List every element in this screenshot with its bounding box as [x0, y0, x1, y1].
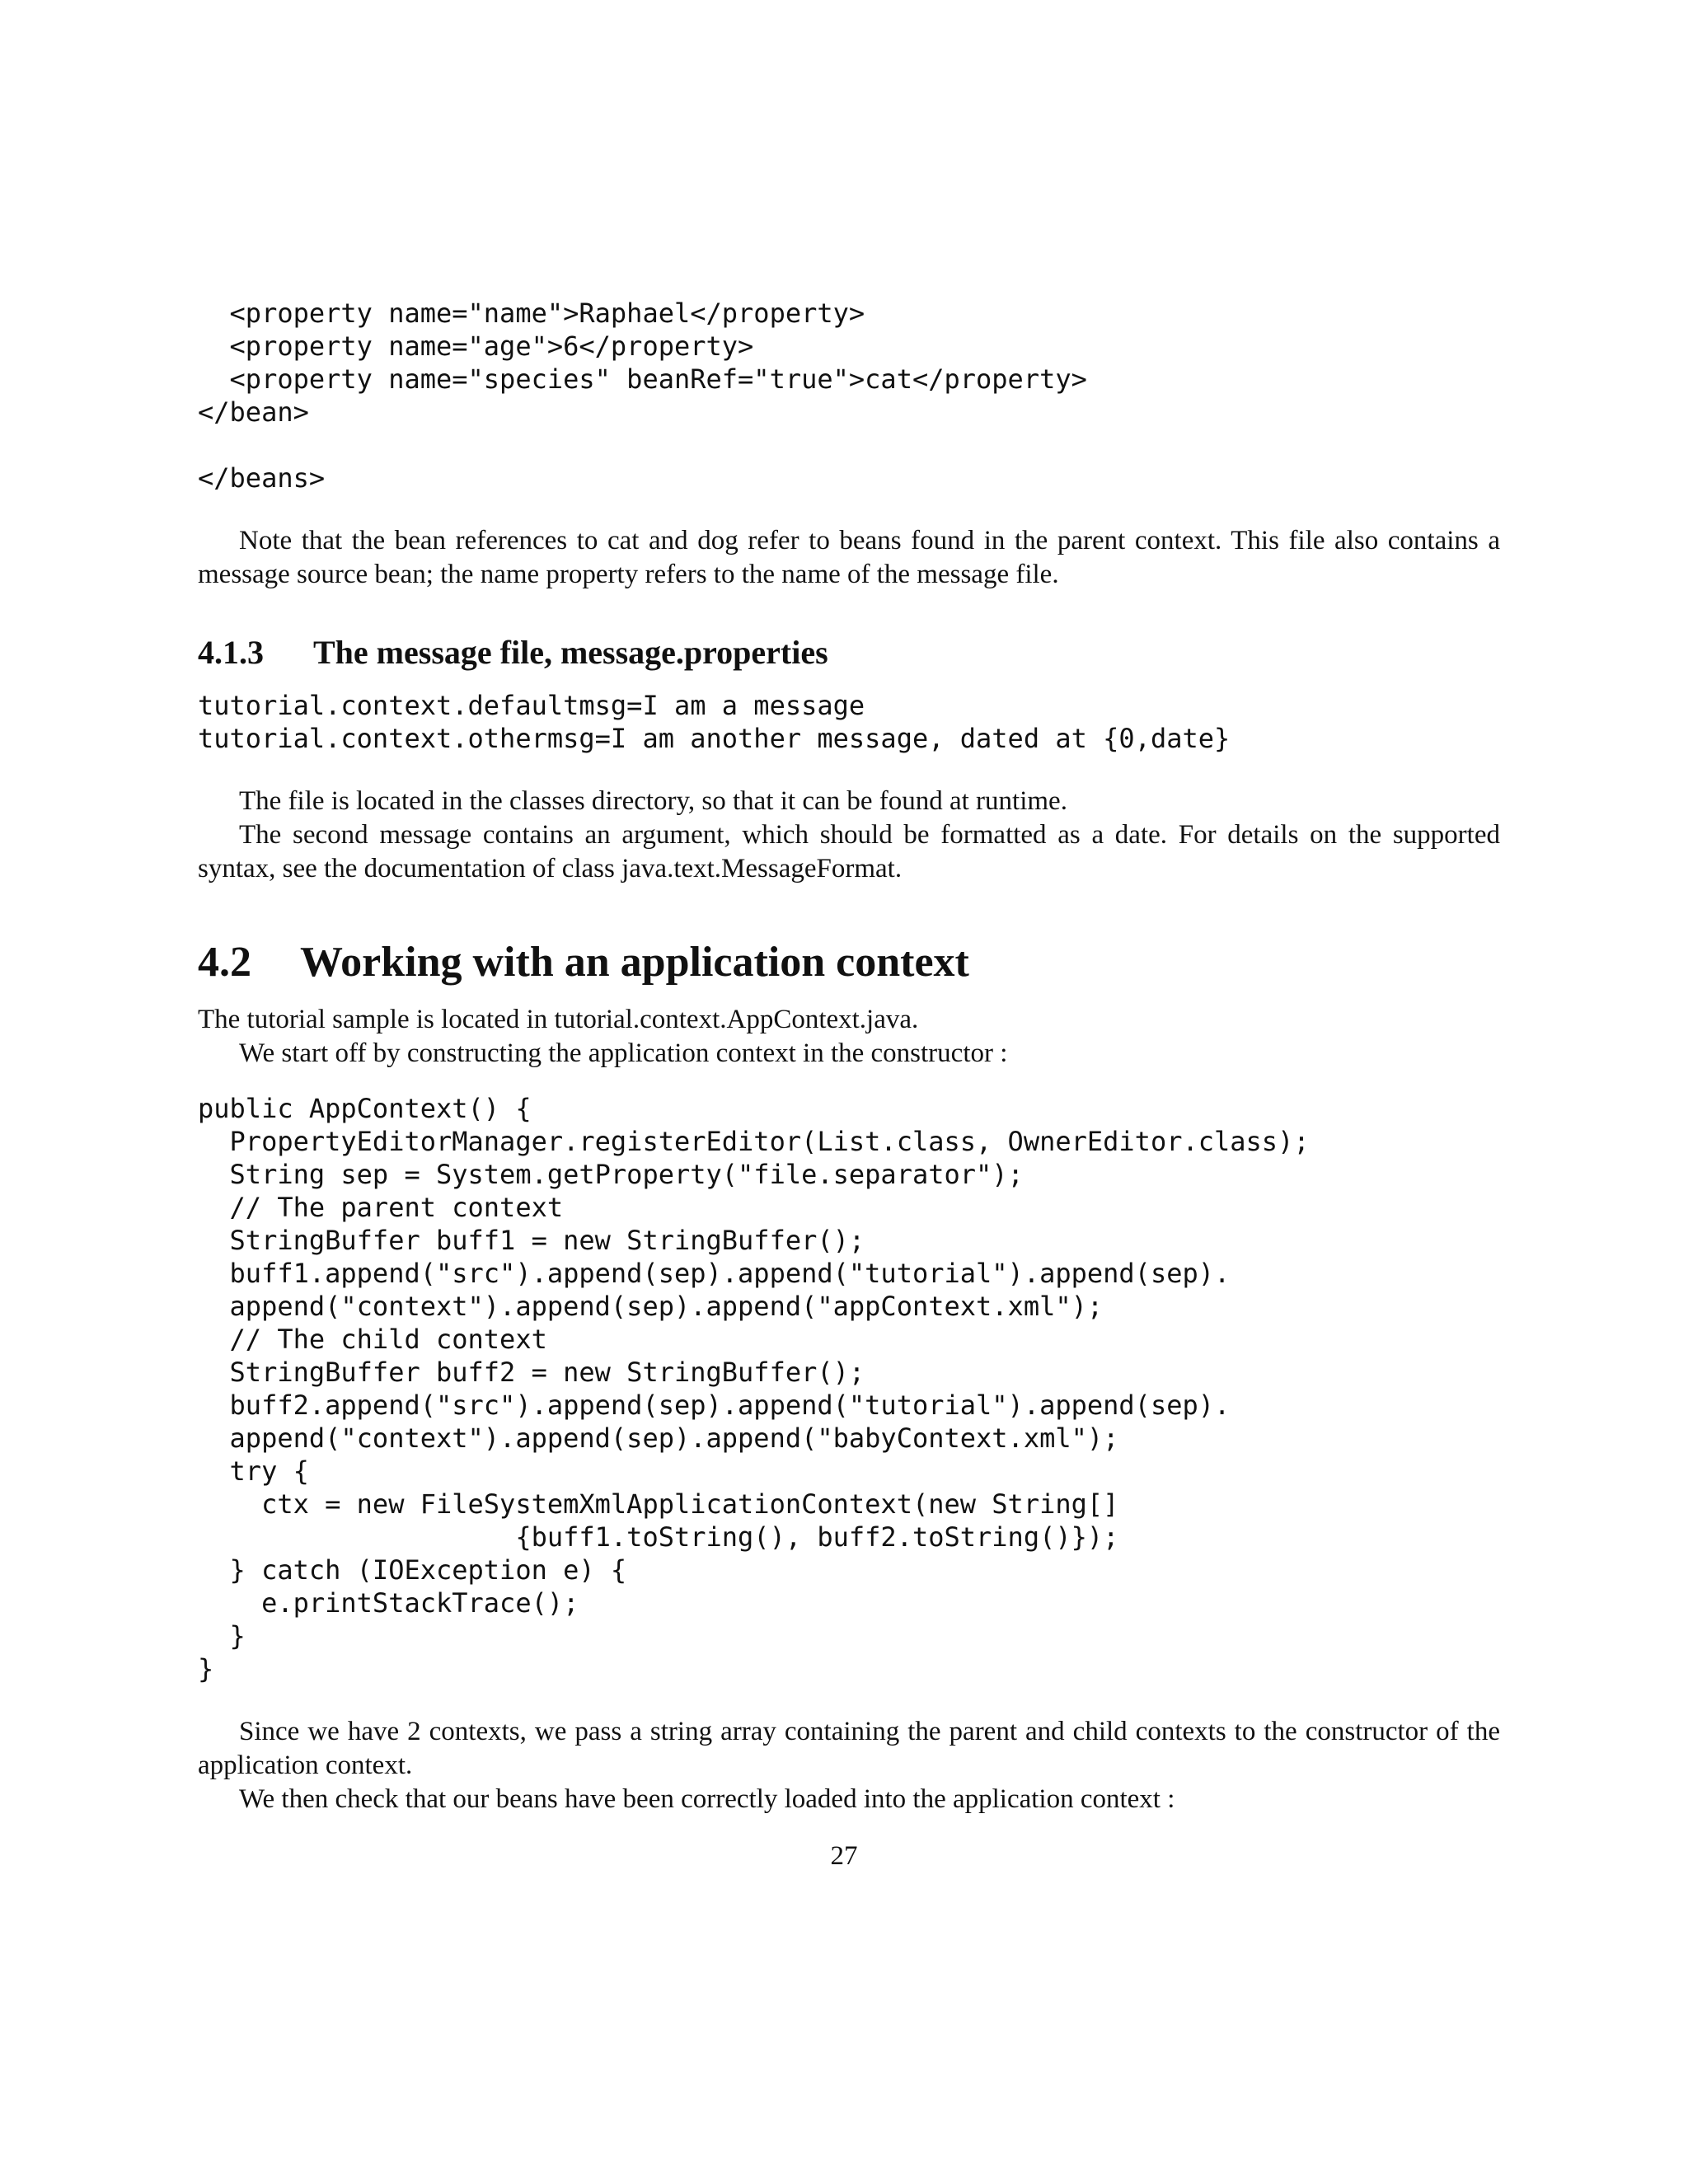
- section-title: Working with an application context: [300, 939, 969, 986]
- paragraph-constructor-intro: We start off by constructing the application context in the constructor :: [239, 1038, 1008, 1068]
- section-heading-4-1-3: [198, 633, 1500, 673]
- page-number: 27: [830, 1841, 858, 1871]
- page-content: [198, 297, 1500, 1816]
- paragraph-message-argument: The second message contains an argument, which should be formatted as a date. For details on the supported syntax, see the documentation of class java.text.MessageFormat.: [198, 820, 1500, 883]
- java-code-block: public AppContext() { PropertyEditorManager.registerEditor(List.class, OwnerEditor.class); String sep = System.getProperty("file.separator"); // The parent context StringBuffer buff1 = new StringBuffer(); buff1.append("src").append(sep).append("tutorial").append(sep). append("context").append(sep).append("appContext.xml"); // The child context StringBuffer buff2 = new StringBuffer(); buff2.append("src").append(sep).append("tutorial").append(sep). append("context").append(sep).append("babyContext.xml"); try { ctx = new FileSystemXmlApplicationContext(new String[] {buff1.toString(), buff2.toString()}); } catch (IOException e) { e.printStackTrace(); } }: [198, 1093, 1310, 1685]
- section-heading-4-2: [198, 937, 1500, 988]
- paragraph-file-location: The file is located in the classes directory, so that it can be found at runtime.: [239, 786, 1067, 816]
- section-number: 4.1.3: [198, 634, 264, 671]
- xml-code-block: <property name="name">Raphael</property> <property name="age">6</property> <property name="species" beanRef="true">cat</property> </bean> </beans>: [198, 298, 1087, 494]
- properties-code-block: tutorial.context.defaultmsg=I am a message tutorial.context.othermsg=I am another message, dated at {0,date}: [198, 690, 1231, 754]
- section-title: The message file, message.properties: [313, 634, 828, 671]
- paragraph-bean-references: Note that the bean references to cat and dog refer to beans found in the parent context. This file also contains a message source bean; the name property refers to the name of the message file.: [198, 526, 1500, 589]
- paragraph-check-beans: We then check that our beans have been correctly loaded into the application context :: [239, 1784, 1175, 1814]
- paragraph-two-contexts: Since we have 2 contexts, we pass a string array containing the parent and child contexts to the constructor of the application context.: [198, 1717, 1500, 1780]
- section-number: 4.2: [198, 939, 251, 986]
- paragraph-sample-location: The tutorial sample is located in tutorial.context.AppContext.java.: [198, 1005, 919, 1034]
